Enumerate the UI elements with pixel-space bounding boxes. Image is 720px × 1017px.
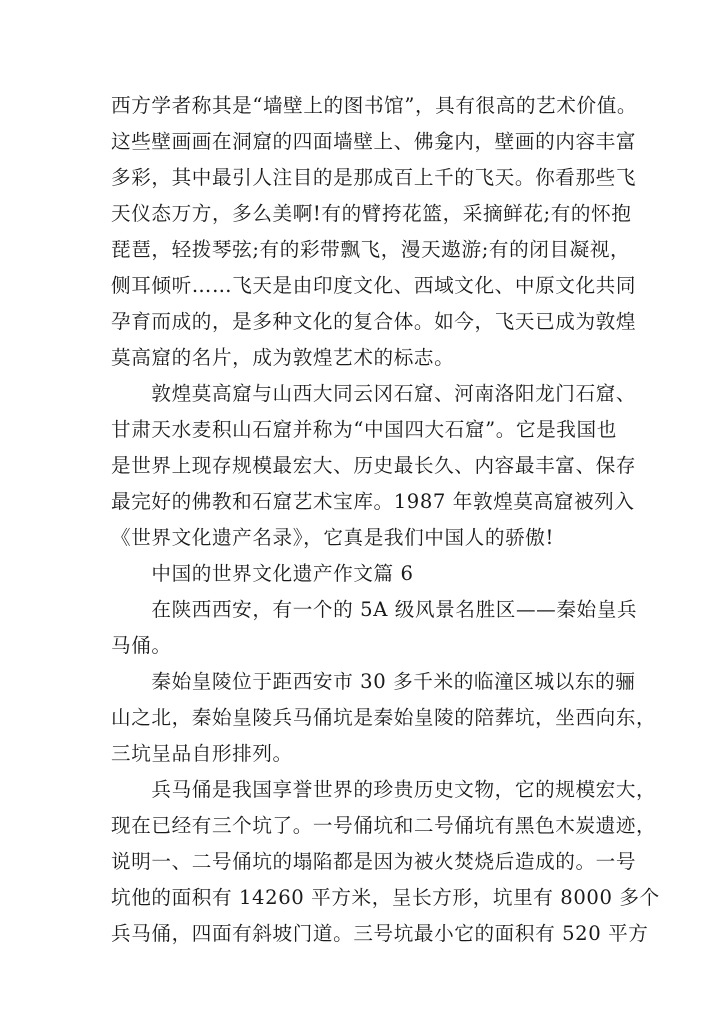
text-line-22: 说明一、二号俑坑的塌陷都是因为被火焚烧后造成的。一号 bbox=[111, 850, 637, 873]
text-line-11: 是世界上现存规模最宏大、历史最长久、内容最丰富、保存 bbox=[111, 454, 637, 477]
text-line-24: 兵马俑，四面有斜坡门道。三号坑最小它的面积有 520 平方 bbox=[111, 922, 649, 945]
text-line-6: 侧耳倾听……飞天是由印度文化、西域文化、中原文化共同 bbox=[111, 274, 637, 297]
text-line-5: 琵琶，轻拨琴弦;有的彩带飘飞，漫天遨游;有的闭目凝视， bbox=[111, 238, 631, 261]
text-line-9: 敦煌莫高窟与山西大同云冈石窟、河南洛阳龙门石窟、 bbox=[111, 382, 637, 405]
text-line-1: 西方学者称其是“墙壁上的图书馆”，具有很高的艺术价值。 bbox=[111, 94, 638, 117]
section-heading: 中国的世界文化遗产作文篇 6 bbox=[111, 562, 414, 585]
text-line-17: 秦始皇陵位于距西安市 30 多千米的临潼区城以东的骊 bbox=[111, 670, 636, 693]
text-line-12: 最完好的佛教和石窟艺术宝库。1987 年敦煌莫高窟被列入 bbox=[111, 490, 635, 513]
text-line-2: 这些壁画画在洞窟的四面墙壁上、佛龛内，壁画的内容丰富 bbox=[111, 130, 637, 153]
text-line-8: 莫高窟的名片，成为敦煌艺术的标志。 bbox=[111, 346, 455, 369]
text-line-16: 马俑。 bbox=[111, 634, 172, 657]
text-line-10: 甘肃天水麦积山石窟并称为“中国四大石窟”。它是我国也 bbox=[111, 418, 617, 441]
text-line-23: 坑他的面积有 14260 平方米，呈长方形，坑里有 8000 多个 bbox=[111, 886, 660, 909]
text-line-4: 天仪态万方，多么美啊!有的臂挎花篮，采摘鲜花;有的怀抱 bbox=[111, 202, 632, 225]
text-line-21: 现在已经有三个坑了。一号俑坑和二号俑坑有黑色木炭遗迹， bbox=[111, 814, 657, 837]
text-line-15: 在陕西西安，有一个的 5A 级风景名胜区——秦始皇兵 bbox=[111, 598, 638, 621]
text-line-20: 兵马俑是我国享誉世界的珍贵历史文物，它的规模宏大， bbox=[111, 778, 657, 801]
text-line-13: 《世界文化遗产名录》，它真是我们中国人的骄傲! bbox=[111, 526, 554, 549]
text-line-7: 孕育而成的，是多种文化的复合体。如今，飞天已成为敦煌 bbox=[111, 310, 637, 333]
text-line-3: 多彩，其中最引人注目的是那成百上千的飞天。你看那些飞 bbox=[111, 166, 637, 189]
text-line-18: 山之北，秦始皇陵兵马俑坑是秦始皇陵的陪葬坑，坐西向东， bbox=[111, 706, 657, 729]
text-line-19: 三坑呈品自形排列。 bbox=[111, 742, 293, 765]
